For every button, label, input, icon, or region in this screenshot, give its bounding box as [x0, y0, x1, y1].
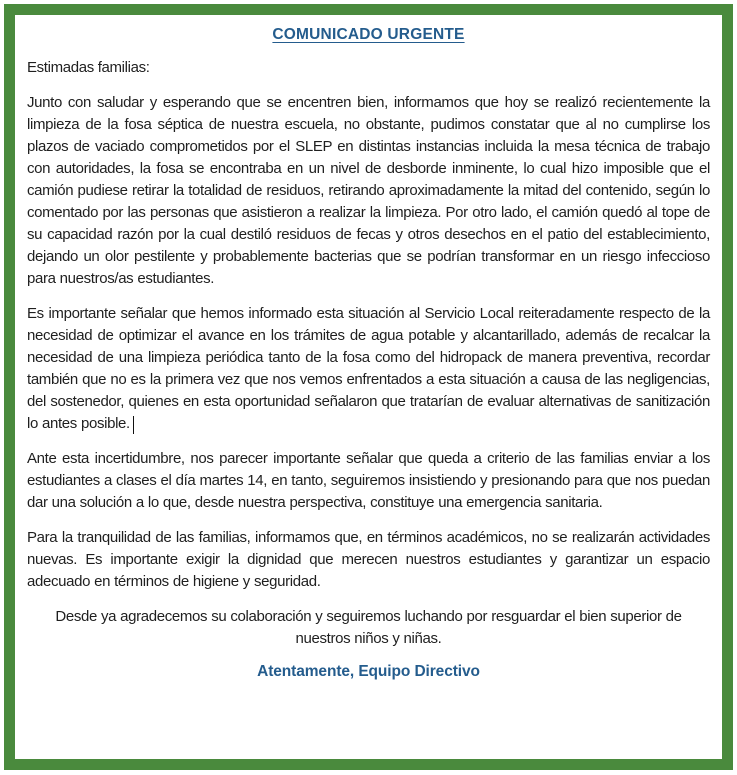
body-paragraph-1: Junto con saludar y esperando que se encentren bien, informamos que hoy se realizó recientemente la limpieza de la fosa séptica de nuestra escuela, no obstante, pudimos constatar que al no cumplirse los plazos de vaciado comprometidos por el SLEP en distintas instancias incluida la mesa técnica de trabajo con autoridades, la fosa se encontraba en un nivel de desborde inminente, lo cual hizo imposible que el camión pudiese retirar la totalidad de residuos, retirando aproximadamente la mitad del contenido, según lo comentado por las personas que asistieron a realizar la limpieza. Por otro lado, el camión quedó al tope de su capacidad razón por la cual destiló residuos de fecas y otros desechos en el patio del establecimiento, dejando un olor pestilente y probablemente bacterias que se podrían transformar en un riesgo infeccioso para nuestros/as estudiantes.	[27, 94, 710, 287]
body-paragraph-4: Para la tranquilidad de las familias, informamos que, en términos académicos, no se realizarán actividades nuevas. Es importante exigir la dignidad que merecen nuestros estudiantes y garantizar un espacio adecuado en términos de higiene y seguridad.	[27, 529, 710, 590]
body-paragraph-2	[27, 303, 710, 435]
text-cursor	[133, 416, 135, 434]
communique-page	[15, 15, 722, 759]
signature-line: Atentamente, Equipo Directivo	[257, 663, 480, 680]
body-paragraph-2-text: Es importante señalar que hemos informado esta situación al Servicio Local reiteradamente respecto de la necesidad de optimizar el avance en los trámites de agua potable y alcantarillado, además de recalcar la necesidad de una limpieza periódica tanto de la fosa como del hidropack de manera preventiva, recordar también que no es la primera vez que nos vemos enfrentados a esta situación a causa de las negligencias, del sostenedor, quienes en esta oportunidad señalaron que tratarían de evaluar alternativas de sanitización lo antes posible.	[27, 305, 710, 432]
page-title: COMUNICADO URGENTE	[272, 26, 465, 43]
closing-paragraph: Desde ya agradecemos su colaboración y seguiremos luchando por resguardar el bien superior de nuestros niños y niñas.	[55, 608, 682, 647]
salutation: Estimadas familias:	[27, 59, 150, 76]
body-paragraph-3: Ante esta incertidumbre, nos parecer importante señalar que queda a criterio de las familias enviar a los estudiantes a clases el día martes 14, en tanto, seguiremos insistiendo y presionando para que nos puedan dar una solución a lo que, desde nuestra perspectiva, constituye una emergencia sanitaria.	[27, 450, 710, 511]
green-border-frame	[4, 4, 733, 770]
